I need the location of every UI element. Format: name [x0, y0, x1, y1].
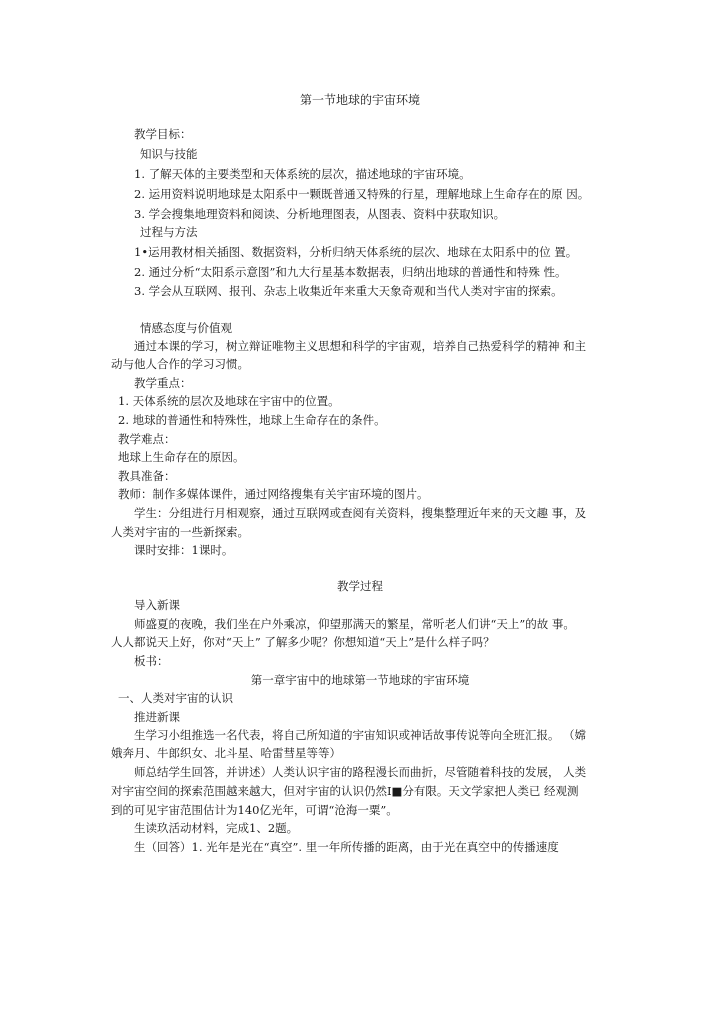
objectives-heading: 教学目标：: [134, 127, 192, 141]
intro-text: 师盛夏的夜晚，我们坐在户外乘凉，仰望那满天的繁星，常听老人们讲“天上”的故 事。: [134, 617, 575, 631]
knowledge-heading: 知识与技能: [140, 147, 198, 161]
difficulty-text: 地球上生命存在的原因。: [118, 450, 245, 464]
section-one-heading: 一、人类对宇宙的认识: [118, 691, 233, 705]
process-item: 2. 通过分析“太阳系示意图”和九大行星基本数据表，归纳出地球的普通性和特殊 性。: [134, 265, 567, 279]
process-title: 教学过程: [337, 579, 383, 593]
knowledge-item: 2. 运用资料说明地球是太阳系中一颗既普通又特殊的行星，理解地球上生命存在的原 因。: [134, 187, 590, 201]
intro-heading: 导入新课: [134, 598, 180, 612]
intro-text: 人人都说天上好，你对“天上” 了解多少呢？你想知道“天上”是什么样子吗？: [111, 635, 495, 649]
board-heading: 板书：: [134, 654, 169, 668]
document-title: 第一节地球的宇宙环境: [299, 93, 420, 107]
key-point-item: 1. 天体系统的层次及地球在宇宙中的位置。: [118, 394, 340, 408]
process-heading: 过程与方法: [140, 225, 198, 239]
activity-text: 生学习小组推选一名代表，将自己所知道的宇宙知识或神话故事传说等向全班汇报。 （嫦: [134, 728, 587, 742]
key-point-item: 2. 地球的普通性和特殊性，地球上生命存在的条件。: [118, 413, 386, 427]
prep-heading: 教具准备：: [118, 469, 176, 483]
attitude-text: 通过本课的学习，树立辩证唯物主义思想和科学的宇宙观，培养自己热爱科学的精神 和主: [134, 339, 587, 353]
summary-text: 对宇宙空间的探索范围越来越大，但对宇宙的认识仍然I■分有限。天文学家把人类已 经观测: [111, 784, 579, 798]
prep-teacher: 教师：制作多媒体课件，通过网络搜集有关宇宙环境的图片。: [118, 487, 429, 501]
new-lesson-heading: 推进新课: [134, 710, 180, 724]
activity-text: 娥奔月、牛郎织女、北斗星、哈雷彗星等等）: [111, 746, 341, 760]
summary-text: 师总结学生回答，并讲述）人类认识宇宙的路程漫长而曲折，尽管随着科技的发展， 人类: [134, 765, 587, 779]
answer-text: 生（回答）1. 光年是光在“真空”. 里一年所传播的距离，由于光在真空中的传播速度: [134, 840, 559, 854]
attitude-heading: 情感态度与价值观: [140, 321, 232, 335]
prep-student: 学生：分组进行月相观察，通过互联网或查阅有关资料，搜集整理近年来的天文趣 事，及: [134, 506, 587, 520]
process-item: 1•运用教材相关插图、数据资料，分析归纳天体系统的层次、地球在太阳系中的位 置。: [134, 245, 578, 259]
knowledge-item: 1. 了解天体的主要类型和天体系统的层次，描述地球的宇宙环境。: [134, 167, 471, 181]
prep-student: 人类对宇宙的一些新探索。: [111, 525, 249, 539]
process-item: 3. 学会从互联网、报刊、杂志上收集近年来重大天象奇观和当代人类对宇宙的探索。: [134, 284, 563, 298]
key-points-heading: 教学重点：: [134, 376, 192, 390]
task-text: 生读玖活动材料，完成1、2题。: [134, 821, 299, 835]
board-title: 第一章宇宙中的地球第一节地球的宇宙环境: [250, 673, 470, 687]
difficulty-heading: 教学难点：: [118, 432, 176, 446]
schedule: 课时安排：1课时。: [134, 543, 234, 557]
attitude-text: 动与他人合作的学习习惯。: [111, 357, 249, 371]
summary-text: 到的可见宇宙范围估计为140亿光年，可谓“沧海一粟”。: [111, 803, 398, 817]
knowledge-item: 3. 学会搜集地理资料和阅读、分析地理图表，从图表、资料中获取知识。: [134, 207, 506, 221]
